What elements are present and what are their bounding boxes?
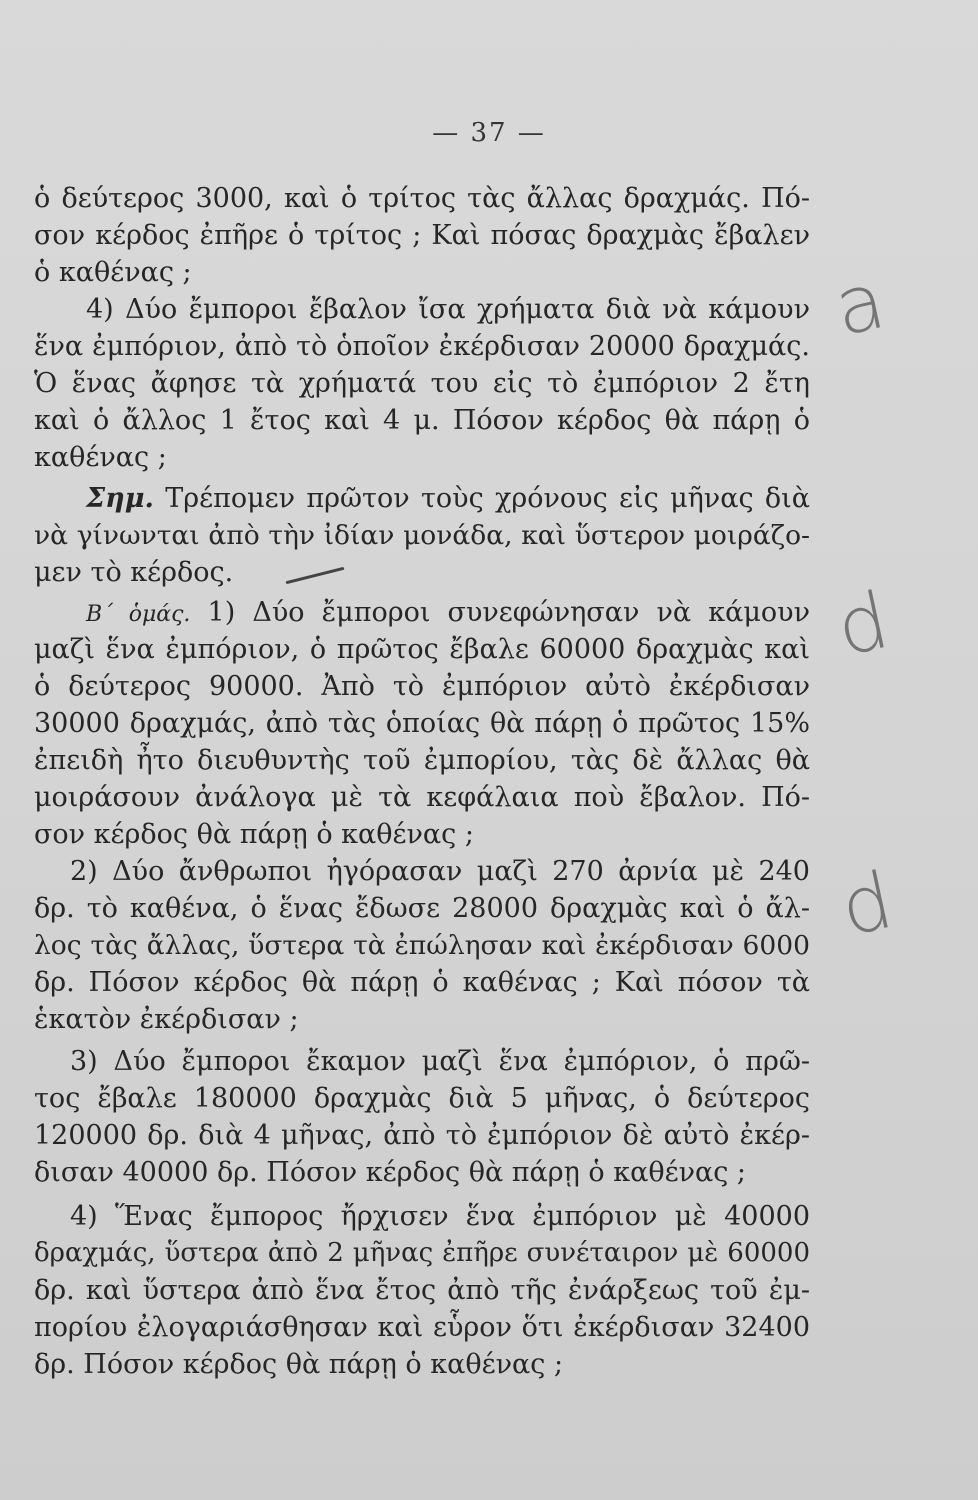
text-line: μαζὶ ἕνα ἐμπόριον, ὁ πρῶτος ἔβαλε 60000 δραχμὰς καὶ — [34, 634, 810, 665]
text-line: δρ. Πόσον κέρδος θὰ πάρῃ ὁ καθένας ; — [34, 1349, 564, 1380]
text-line: πορίου ἐλογαριάσθησαν καὶ εὗρον ὅτι ἐκέρδισαν 32400 — [34, 1312, 810, 1343]
note-line — [86, 480, 810, 517]
text-line: 30000 δραχμάς, ἀπὸ τὰς ὁποίας θὰ πάρῃ ὁ πρῶτος 15% — [34, 708, 810, 739]
note-text: Τρέπομεν πρῶτον τοὺς χρόνους εἰς μῆνας διὰ — [153, 483, 810, 514]
text-line: ὁ δεύτερος 90000. Ἀπὸ τὸ ἐμπόριον αὐτὸ ἐκέρδισαν — [34, 671, 810, 702]
problem-3-line: 3) Δύο ἔμποροι ἔκαμον μαζὶ ἕνα ἐμπόριον, ὁ πρῶ- — [70, 1046, 810, 1077]
margin-handwritten-mark: a — [827, 256, 893, 354]
text-line: δραχμάς, ὕστερα ἀπὸ 2 μῆνας ἐπῆρε συνέταιρον μὲ 60000 — [34, 1238, 810, 1268]
margin-handwritten-mark: d — [833, 855, 901, 955]
text-line: ἑκατὸν ἐκέρδισαν ; — [34, 1004, 299, 1035]
text-line: ὁ δεύτερος 3000, καὶ ὁ τρίτος τὰς ἄλλας δραχμάς. Πό- — [34, 183, 810, 214]
text-line: Ὁ ἕνας ἄφησε τὰ χρήματά του εἰς τὸ ἐμπόριον 2 ἔτη — [34, 368, 810, 399]
text-line: σον κέρδος θὰ πάρῃ ὁ καθένας ; — [34, 819, 474, 850]
problem-4b-line: 4) Ἕνας ἔμπορος ἤρχισεν ἕνα ἐμπόριον μὲ 40000 — [70, 1201, 810, 1232]
text-line: ἐπειδὴ ἦτο διευθυντὴς τοῦ ἐμπορίου, τὰς δὲ ἄλλας θὰ — [34, 745, 810, 776]
text-line: μοιράσουν ἀνάλογα μὲ τὰ κεφάλαια ποὺ ἔβαλον. Πό- — [34, 782, 810, 813]
text-line: μεν τὸ κέρδος. — [34, 557, 234, 588]
text-line: δρ. τὸ καθένα, ὁ ἕνας ἔδωσε 28000 δραχμὰς καὶ ὁ ἄλ- — [34, 893, 810, 924]
section-heading-line — [86, 594, 810, 633]
text-line: δισαν 40000 δρ. Πόσον κέρδος θὰ πάρῃ ὁ καθένας ; — [34, 1157, 747, 1188]
text-line: νὰ γίνωνται ἀπὸ τὴν ἰδίαν μονάδα, καὶ ὕστερον μοιράζο- — [34, 520, 810, 551]
section-text: 1) Δύο ἔμποροι συνεφώνησαν νὰ κάμουν — [190, 597, 810, 628]
note-label: Σημ. — [86, 483, 154, 514]
text-line: ὁ καθένας ; — [34, 257, 192, 288]
margin-handwritten-mark: d — [829, 575, 897, 675]
text-line: λος τὰς ἄλλας, ὕστερα τὰ ἐπώλησαν καὶ ἐκέρδισαν 6000 — [34, 930, 810, 961]
problem-4-line: 4) Δύο ἔμποροι ἔβαλον ἴσα χρήματα διὰ νὰ κάμουν — [86, 294, 810, 325]
text-line: δρ. καὶ ὕστερα ἀπὸ ἕνα ἔτος ἀπὸ τῆς ἐνάρξεως τοῦ ἐμ- — [34, 1275, 810, 1306]
text-line: 120000 δρ. διὰ 4 μῆνας, ἀπὸ τὸ ἐμπόριον δὲ αὐτὸ ἐκέρ- — [34, 1120, 810, 1151]
text-line: καὶ ὁ ἄλλος 1 ἔτος καὶ 4 μ. Πόσον κέρδος θὰ πάρῃ ὁ — [34, 405, 810, 436]
text-line: ἕνα ἐμπόριον, ἀπὸ τὸ ὁποῖον ἐκέρδισαν 20000 δραχμάς. — [34, 331, 810, 362]
text-line: σον κέρδος ἐπῆρε ὁ τρίτος ; Καὶ πόσας δραχμὰς ἔβαλεν — [34, 220, 810, 251]
text-line: τος ἔβαλε 180000 δραχμὰς διὰ 5 μῆνας, ὁ δεύτερος — [34, 1083, 810, 1114]
text-line: καθένας ; — [34, 442, 167, 473]
problem-2-line: 2) Δύο ἄνθρωποι ἠγόρασαν μαζὶ 270 ἀρνία μὲ 240 — [70, 856, 810, 887]
text-line: δρ. Πόσον κέρδος θὰ πάρῃ ὁ καθένας ; Καὶ πόσον τὰ — [34, 967, 810, 998]
page-number: — 37 — — [432, 118, 546, 148]
section-label: Β΄ ὁμάς. — [86, 602, 191, 627]
